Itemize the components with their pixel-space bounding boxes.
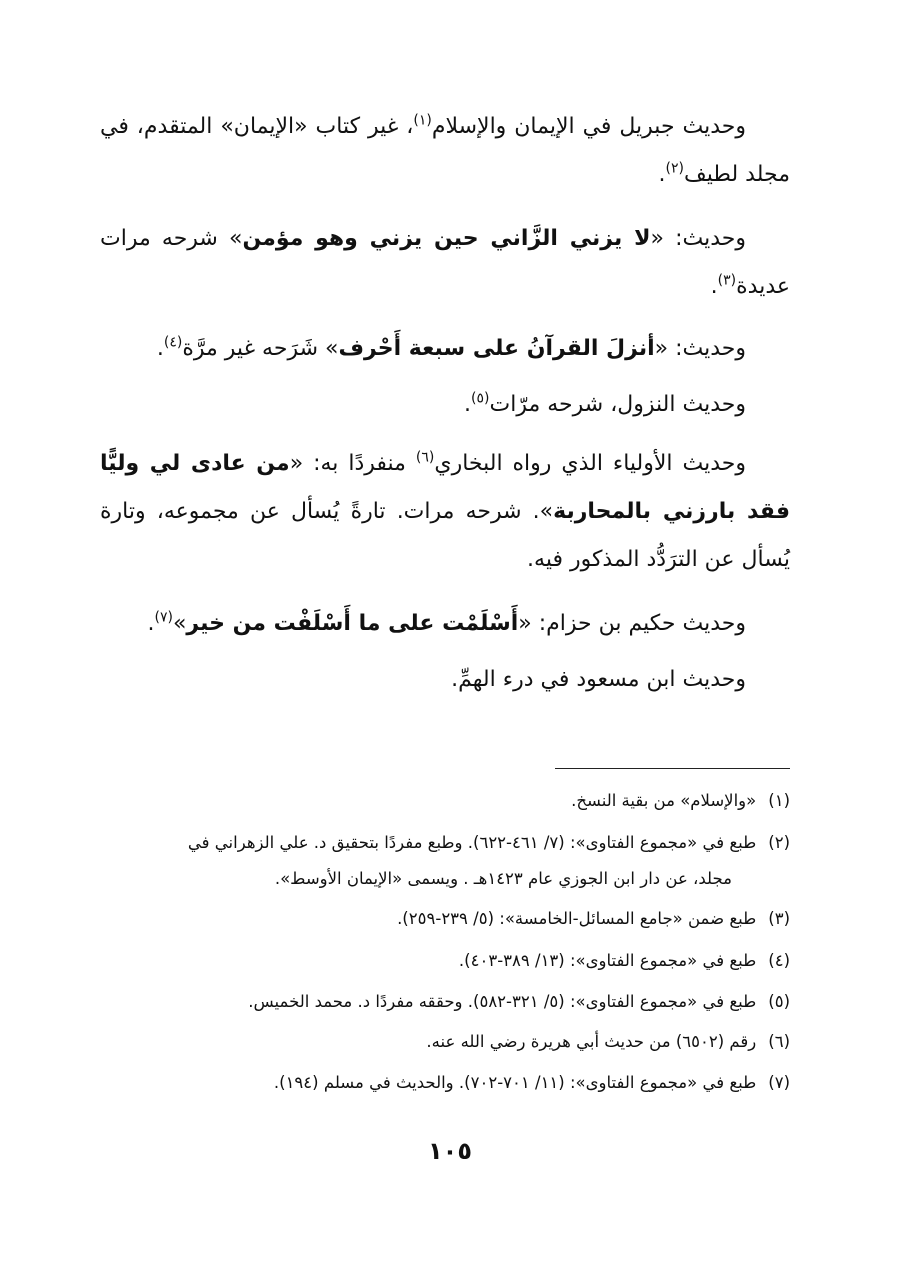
footnote-6: (٦)رقم (٦٥٠٢) من حديث أبي هريرة رضي الله عنه. (426, 1032, 790, 1051)
paragraph-jibril-hadith: وحديث جبريل في الإيمان والإسلام$^{(١)}$، غير كتاب «الإيمان» المتقدم، في مجلد لطيف$^{(٢)}$. (100, 112, 790, 187)
footnote-ref-5: (٥) (471, 390, 490, 407)
paragraph-ahruf-hadith: وحديث: «أنزلَ القرآنُ على سبعة أَحْرف» شَرَحه غير مرَّة$^{(٤)}$. (156, 334, 746, 361)
footnote-ref-4: (٤) (163, 334, 183, 351)
footnote-ref-3: (٣) (717, 272, 737, 289)
footnote-ref-7: (٧) (154, 609, 173, 626)
page-number: ١٠٥ (428, 1137, 472, 1165)
footnote-1: (١)«والإسلام» من بقية النسخ. (571, 791, 790, 810)
paragraph-zina-hadith: وحديث: «لا يزني الزَّاني حين يزني وهو مؤمن» شرحه مرات عديدة$^{(٣)}$. (100, 226, 790, 299)
footnote-ref-1: (١) (413, 112, 432, 129)
footnote-ref-6: (٦) (415, 449, 435, 466)
footnote-ref-2: (٢) (665, 160, 685, 177)
paragraph-nuzul-hadith: وحديث النزول، شرحه مرّات$^{(٥)}$. (464, 390, 746, 417)
paragraph-awliya-hadith: وحديث الأولياء الذي رواه البخاري$^{(٦)}$ منفردًا به: «من عادى لي وليًّا فقد بارزني بالمحاربة». شرحه مرات. تارةً يُسأل عن مجموعه، وتارة يُسأل عن الترَدُّد المذكور فيه. (100, 449, 790, 572)
footnote-2: (٢)طبع في «مجموع الفتاوى»: (٧/ ٤٦١-٦٢٢). وطبع مفردًا بتحقيق د. علي الزهراني في (187, 833, 790, 852)
paragraph-hakim-hadith: وحديث حكيم بن حزام: «أَسْلَمْت على ما أَسْلَفْت من خير»$^{(٧)}$. (147, 609, 746, 636)
paragraph-ibn-masud-hadith: وحديث ابن مسعود في درء الهمِّ. (451, 667, 746, 692)
footnote-4: (٤)طبع في «مجموع الفتاوى»: (١٣/ ٣٨٩-٤٠٣). (458, 951, 790, 970)
footnote-2-continuation: مجلد، عن دار ابن الجوزي عام ١٤٢٣هـ . ويسمى «الإيمان الأوسط». (274, 869, 732, 888)
footnote-separator (555, 768, 790, 769)
hadith-quote: من عادى لي وليًّا فقد بارزني بالمحاربة (100, 451, 790, 524)
hadith-quote: أَسْلَمْت على ما أَسْلَفْت من خير (186, 611, 519, 636)
footnote-7: (٧)طبع في «مجموع الفتاوى»: (١١/ ٧٠١-٧٠٢). والحديث في مسلم (١٩٤). (273, 1073, 790, 1092)
footnote-5: (٥)طبع في «مجموع الفتاوى»: (٥/ ٣٢١-٥٨٢). وحققه مفردًا د. محمد الخميس. (248, 992, 790, 1011)
hadith-quote: لا يزني الزَّاني حين يزني وهو مؤمن (242, 226, 651, 251)
footnote-3: (٣)طبع ضمن «جامع المسائل-الخامسة»: (٥/ ٢٣٩-٢٥٩). (397, 909, 790, 928)
hadith-quote: أنزلَ القرآنُ على سبعة أَحْرف (338, 336, 655, 361)
